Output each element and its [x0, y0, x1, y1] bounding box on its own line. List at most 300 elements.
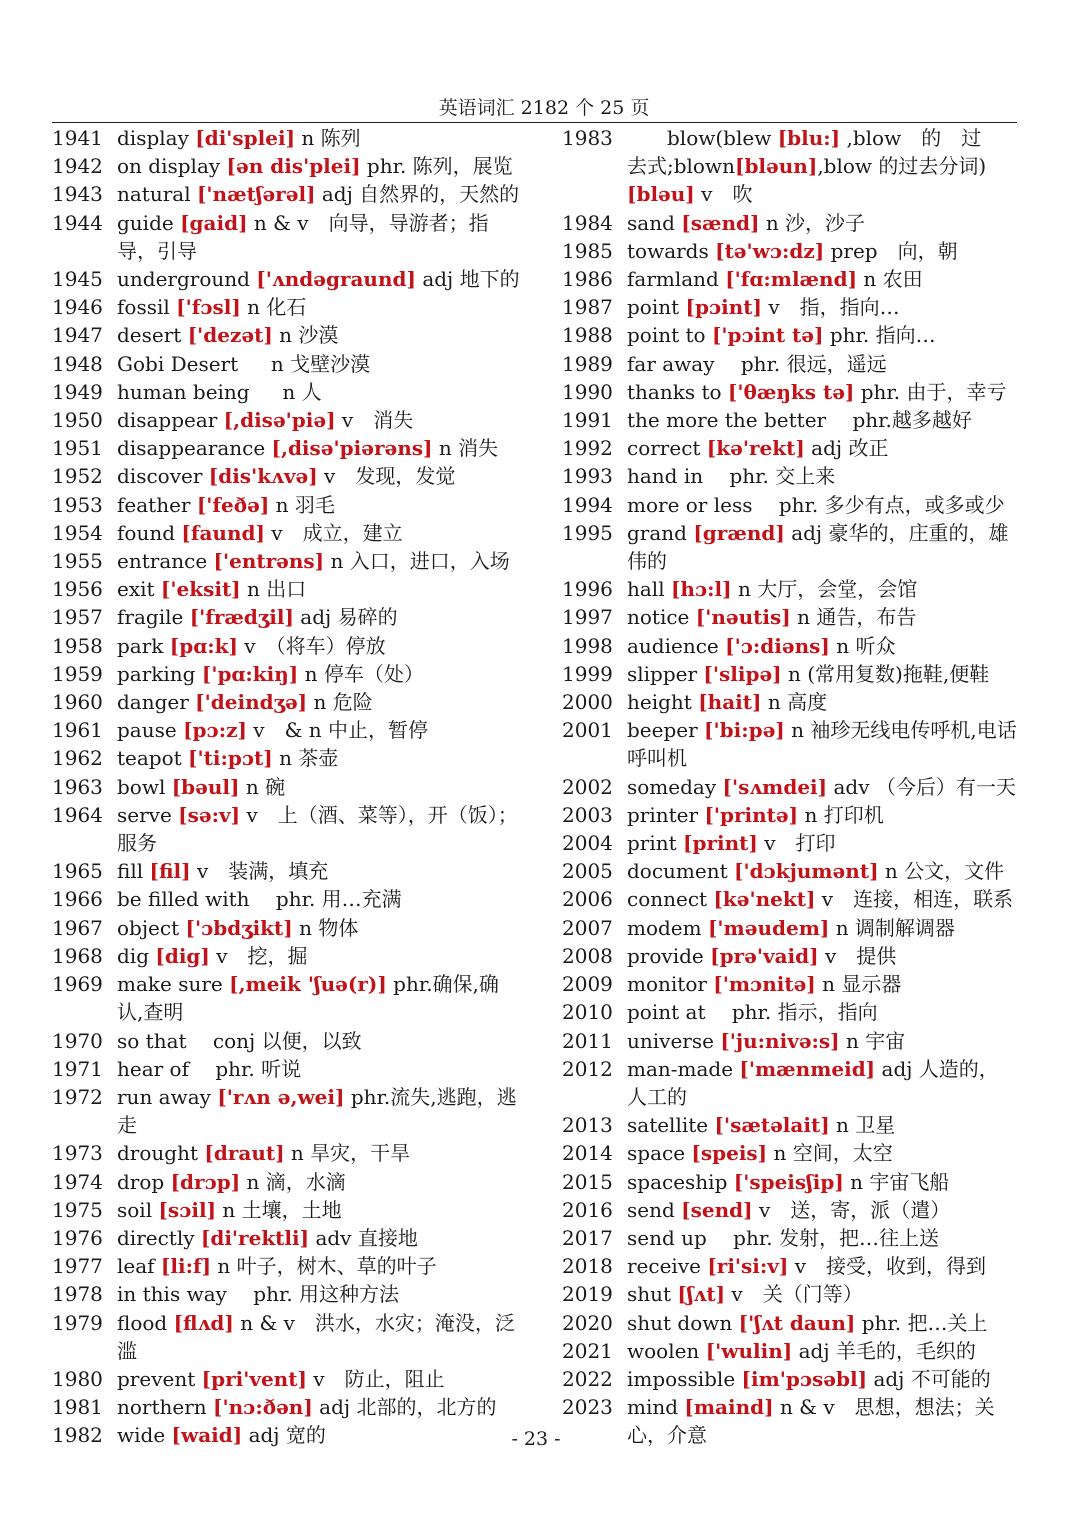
entry-definition: adj 北部的，北方的	[319, 1395, 497, 1420]
entry-number: 1988	[562, 323, 613, 348]
entry-word: point	[627, 295, 680, 320]
entry-word: Gobi Desert	[117, 351, 239, 376]
entry-definition: phr. 指向…	[829, 323, 936, 348]
entry-word: feather	[117, 492, 191, 517]
entry-phonetic: ['slipə]	[703, 661, 782, 686]
entry-number: 1950	[52, 408, 103, 433]
entry-phonetic: [grænd]	[693, 520, 785, 545]
entry-definition: phr. 由于，幸亏	[860, 379, 1007, 404]
entry-phonetic: ['printə]	[704, 802, 799, 827]
entry-definition: n 通告，布告	[797, 605, 917, 630]
vocab-entry	[562, 998, 1018, 1026]
entry-number: 1953	[52, 492, 103, 517]
entry-definition: n 旱灾，干旱	[290, 1141, 411, 1166]
entry-definition: v 吹	[701, 182, 753, 207]
entry-number: 1983	[562, 126, 613, 150]
entry-definition: adj 不可能的	[873, 1366, 991, 1391]
entry-word: monitor	[627, 972, 707, 997]
entry-definition: phr.确保,确认,查明	[117, 972, 499, 1025]
entry-number: 2014	[562, 1141, 613, 1166]
right-column	[562, 124, 1018, 1450]
entry-word: found	[117, 520, 176, 545]
entry-phonetic: [blu:]	[777, 126, 841, 150]
entry-phonetic: ['frædʒil]	[189, 605, 294, 630]
entry-phonetic: [hɔ:l]	[670, 577, 732, 602]
entry-number: 1958	[52, 633, 103, 658]
vocab-entry	[562, 406, 1018, 434]
entry-number: 1999	[562, 661, 613, 686]
entry-definition: ,blow 的 过 去式;blown	[627, 126, 1002, 179]
vocab-entry	[562, 265, 1018, 293]
vocab-entry	[562, 1365, 1018, 1393]
vocab-entry	[52, 1393, 522, 1421]
entry-definition: adj 羊毛的，毛织的	[798, 1338, 976, 1363]
entry-phonetic: [kə'rekt]	[706, 436, 805, 461]
entry-definition: n 停车（处）	[304, 661, 424, 686]
entry-definition: phr. 听说	[195, 1056, 302, 1081]
entry-definition: adj 豪华的，庄重的，雄伟的	[627, 520, 1009, 574]
entry-definition: n 入口，进口，入场	[330, 549, 510, 574]
entry-word: object	[117, 915, 180, 940]
entry-definition: phr. 交上来	[709, 464, 836, 489]
entry-word: document	[627, 859, 728, 884]
entry-number: 1975	[52, 1197, 103, 1222]
entry-phonetic: ['ɔbdʒikt]	[185, 915, 293, 940]
vocab-entry	[52, 603, 522, 631]
entry-word: fragile	[117, 605, 184, 630]
entry-number: 1991	[562, 408, 613, 433]
entry-number: 1942	[52, 154, 103, 179]
vocab-entry	[52, 575, 522, 603]
entry-word: spaceship	[627, 1169, 728, 1194]
entry-phonetic: ['sʌmdei]	[722, 774, 828, 799]
entry-definition: n 物体	[299, 915, 359, 940]
entry-definition: n & v 向导，导游者；指导，引导	[117, 210, 489, 263]
vocab-entry	[52, 1309, 522, 1365]
entry-number: 1971	[52, 1056, 103, 1081]
entry-phonetic: ['entrəns]	[213, 549, 325, 574]
entry-definition: phr. 陈列，展览	[366, 154, 513, 179]
vocab-entry	[52, 265, 522, 293]
entry-number: 1978	[52, 1282, 103, 1307]
vocab-entry	[562, 632, 1018, 660]
entry-word: serve	[117, 802, 172, 827]
vocab-entry	[52, 885, 522, 913]
entry-phonetic: ['ju:nivə:s]	[720, 1028, 840, 1053]
entry-definition: adv （今后）有一天	[833, 774, 1016, 799]
entry-word: dig	[117, 943, 150, 968]
entry-word: underground	[117, 267, 250, 292]
entry-word: fossil	[117, 295, 170, 320]
vocab-entry	[562, 491, 1018, 519]
entry-definition: v 上（酒、菜等），开（饭）；服务	[117, 802, 518, 856]
entry-number: 2007	[562, 915, 613, 940]
entry-number: 1943	[52, 182, 103, 207]
entry-number: 1944	[52, 210, 103, 235]
entry-definition: n 袖珍无线电传呼机,电话呼叫机	[627, 718, 1017, 771]
entry-number: 1986	[562, 267, 613, 292]
entry-phonetic: [speis]	[691, 1141, 768, 1166]
entry-number: 1987	[562, 295, 613, 320]
entry-definition: n 显示器	[822, 972, 902, 997]
entry-word: universe	[627, 1028, 714, 1053]
entry-number: 1970	[52, 1028, 103, 1053]
entry-phonetic: ['ti:pɔt]	[188, 746, 273, 771]
entry-number: 2002	[562, 774, 613, 799]
entry-definition: adv 直接地	[315, 1225, 418, 1250]
entry-phonetic: [sə:v]	[178, 802, 241, 827]
entry-word: receive	[627, 1254, 701, 1279]
entry-word: space	[627, 1141, 686, 1166]
entry-phonetic: [sænd]	[681, 210, 760, 235]
vocab-entry	[52, 970, 522, 1026]
entry-word: make sure	[117, 972, 223, 997]
entry-definition: v （将车）停放	[244, 633, 386, 658]
entry-number: 1962	[52, 746, 103, 771]
entry-word: disappear	[117, 408, 218, 433]
vocab-entry	[52, 1196, 522, 1224]
entry-word: send up	[627, 1225, 707, 1250]
entry-word: desert	[117, 323, 182, 348]
entry-number: 1948	[52, 351, 103, 376]
vocab-entry	[52, 519, 522, 547]
entry-definition: v 装满，填充	[196, 859, 329, 884]
entry-number: 1952	[52, 464, 103, 489]
entry-phonetic: ['mɔnitə]	[713, 972, 816, 997]
entry-phonetic: [bləun]	[734, 154, 818, 179]
vocab-entry	[52, 914, 522, 942]
vocab-entry	[562, 885, 1018, 913]
entry-number: 2015	[562, 1169, 613, 1194]
entry-word: guide	[117, 210, 174, 235]
vocab-entry	[52, 1139, 522, 1167]
vocab-entry	[52, 801, 522, 857]
vocab-entry	[52, 716, 522, 744]
entry-definition: conj 以便，以致	[192, 1028, 362, 1053]
entry-number: 2019	[562, 1282, 613, 1307]
entry-number: 2008	[562, 943, 613, 968]
entry-definition: v 送，寄，派（遣）	[758, 1197, 951, 1222]
vocab-entry	[562, 716, 1018, 772]
entry-number: 1946	[52, 295, 103, 320]
entry-number: 1968	[52, 943, 103, 968]
entry-definition: n 陈列	[301, 126, 361, 150]
entry-number: 1967	[52, 915, 103, 940]
entry-phonetic: ['dezət]	[187, 323, 273, 348]
entry-word: pause	[117, 718, 177, 743]
vocab-entry	[562, 519, 1018, 575]
entry-number: 1951	[52, 436, 103, 461]
vocab-entry	[52, 462, 522, 490]
entry-phonetic: ['deindʒə]	[195, 690, 308, 715]
entry-word: leaf	[117, 1254, 155, 1279]
vocab-entry	[52, 1224, 522, 1252]
entry-word: disappearance	[117, 436, 266, 461]
entry-word: height	[627, 690, 692, 715]
entry-number: 2006	[562, 887, 613, 912]
entry-word: satellite	[627, 1113, 709, 1138]
entry-number: 1961	[52, 718, 103, 743]
entry-number: 2000	[562, 690, 613, 715]
vocab-entry	[562, 1280, 1018, 1308]
entry-phonetic: ['ɔ:diəns]	[725, 633, 830, 658]
entry-number: 2003	[562, 802, 613, 827]
entry-number: 1982	[52, 1423, 103, 1448]
entry-number: 1977	[52, 1254, 103, 1279]
entry-number: 1969	[52, 972, 103, 997]
vocab-entry	[52, 857, 522, 885]
entry-definition: ,blow 的过去分词)	[817, 154, 987, 179]
entry-definition: n 高度	[767, 690, 828, 715]
entry-word: farmland	[627, 267, 719, 292]
entry-phonetic: [di'splei]	[195, 126, 296, 150]
entry-word: drought	[117, 1141, 199, 1166]
entry-definition: n 危险	[313, 690, 373, 715]
entry-word: sand	[627, 210, 675, 235]
entry-number: 2001	[562, 718, 613, 743]
entry-phonetic: [dis'kʌvə]	[208, 464, 318, 489]
vocab-entry	[52, 942, 522, 970]
entry-phonetic: [prə'vaid]	[710, 943, 819, 968]
entry-definition: adj 自然界的，天然的	[321, 182, 520, 207]
entry-definition: n 宇宙飞船	[850, 1169, 950, 1194]
entry-definition: v & n 中止，暂停	[253, 718, 428, 743]
entry-number: 2022	[562, 1366, 613, 1391]
entry-word: modem	[627, 915, 702, 940]
entry-word: printer	[627, 802, 699, 827]
entry-definition: v 打印	[764, 831, 836, 856]
entry-word: print	[627, 831, 677, 856]
entry-phonetic: ['nɔ:ðən]	[213, 1395, 313, 1420]
entry-phonetic: ['eksit]	[160, 577, 241, 602]
entry-phonetic: ['nætʃərəl]	[196, 182, 316, 207]
entry-number: 1989	[562, 351, 613, 376]
entry-definition: phr. 用…充满	[255, 887, 402, 912]
entry-phonetic: [pri'vent]	[201, 1366, 307, 1391]
entry-number: 2004	[562, 831, 613, 856]
entry-number: 1997	[562, 605, 613, 630]
vocab-entry	[52, 491, 522, 519]
entry-number: 1981	[52, 1395, 103, 1420]
entry-number: 1995	[562, 520, 613, 545]
vocab-entry	[562, 1337, 1018, 1365]
entry-phonetic: ['feðə]	[196, 492, 270, 517]
entry-definition: n 化石	[247, 295, 307, 320]
entry-number: 1947	[52, 323, 103, 348]
vocab-entry	[562, 237, 1018, 265]
entry-phonetic: [maind]	[684, 1395, 774, 1420]
vocab-entry	[562, 462, 1018, 490]
vocab-entry	[52, 773, 522, 801]
entry-phonetic: [sɔil]	[158, 1197, 217, 1222]
entry-number: 1996	[562, 577, 613, 602]
vocab-entry	[562, 1252, 1018, 1280]
entry-number: 2018	[562, 1254, 613, 1279]
entry-definition: n (常用复数)拖鞋,便鞋	[788, 661, 990, 686]
entry-phonetic: [,disə'piə]	[223, 408, 336, 433]
entry-word: the more the better	[627, 408, 827, 433]
entry-number: 2010	[562, 1000, 613, 1025]
entry-phonetic: [ʃʌt]	[677, 1282, 726, 1307]
entry-number: 1979	[52, 1310, 103, 1335]
entry-word: thanks to	[627, 379, 722, 404]
entry-phonetic: ['bi:pə]	[704, 718, 785, 743]
entry-number: 2011	[562, 1028, 613, 1053]
vocab-entry	[562, 350, 1018, 378]
vocab-entry	[52, 180, 522, 208]
vocab-entry	[52, 321, 522, 349]
vocab-entry	[562, 321, 1018, 349]
entry-number: 1955	[52, 549, 103, 574]
entry-word: blow(blew	[627, 126, 772, 150]
entry-number: 1949	[52, 379, 103, 404]
entry-phonetic: ['pɑ:kiŋ]	[201, 661, 299, 686]
entry-phonetic: [flʌd]	[173, 1310, 234, 1335]
entry-number: 1980	[52, 1366, 103, 1391]
entry-word: parking	[117, 661, 196, 686]
entry-word: park	[117, 633, 164, 658]
entry-word: run away	[117, 1084, 211, 1109]
entry-definition: prep 向，朝	[830, 238, 958, 263]
entry-number: 1945	[52, 267, 103, 292]
entry-definition: n 沙，沙子	[765, 210, 866, 235]
entry-phonetic: [tə'wɔ:dz]	[715, 238, 825, 263]
entry-number: 1959	[52, 661, 103, 686]
entry-definition: n 空间，太空	[773, 1141, 893, 1166]
vocab-entry	[562, 773, 1018, 801]
vocab-entry	[562, 1027, 1018, 1055]
vocab-entry	[562, 688, 1018, 716]
entry-definition: n 农田	[863, 267, 923, 292]
entry-definition: v 关（门等）	[731, 1282, 863, 1307]
vocab-entry	[562, 378, 1018, 406]
entry-number: 1974	[52, 1169, 103, 1194]
entry-phonetic: ['məudem]	[707, 915, 830, 940]
entry-phonetic: [di'rektli]	[200, 1225, 310, 1250]
entry-definition: phr.越多越好	[832, 408, 972, 433]
entry-definition: phr. 多少有点，或多或少	[758, 492, 1005, 517]
entry-phonetic: [waid]	[171, 1423, 243, 1448]
vocab-entry	[562, 801, 1018, 829]
entry-definition: phr. 指示，指向	[711, 1000, 878, 1025]
entry-phonetic: [print]	[683, 831, 758, 856]
entry-word: directly	[117, 1225, 195, 1250]
vocab-entry	[52, 660, 522, 688]
entry-definition: n 消失	[438, 436, 499, 461]
entry-definition: n 羽毛	[275, 492, 335, 517]
entry-definition: v 消失	[341, 408, 414, 433]
entry-definition: v 接受，收到，得到	[794, 1254, 987, 1279]
entry-word: shut	[627, 1282, 672, 1307]
entry-word: flood	[117, 1310, 168, 1335]
entry-definition: n 宇宙	[846, 1028, 906, 1053]
entry-word: exit	[117, 577, 155, 602]
vocab-entry	[52, 1365, 522, 1393]
entry-word: danger	[117, 690, 189, 715]
entry-definition: n 打印机	[804, 802, 884, 827]
entry-number: 1956	[52, 577, 103, 602]
entry-number: 1993	[562, 464, 613, 489]
entry-definition: n 出口	[247, 577, 307, 602]
entry-number: 2023	[562, 1395, 613, 1420]
vocab-entry	[562, 293, 1018, 321]
entry-definition: phr.流失,逃跑，逃走	[117, 1084, 517, 1138]
entry-phonetic: [fil]	[149, 859, 191, 884]
page-number: - 23 -	[511, 1428, 561, 1450]
entry-definition: v 连接，相连，联系	[821, 887, 1014, 912]
entry-definition: v 指，指向…	[768, 295, 900, 320]
vocab-entry	[562, 660, 1018, 688]
entry-definition: n 沙漠	[279, 323, 339, 348]
vocab-entry	[562, 603, 1018, 631]
entry-number: 2017	[562, 1225, 613, 1250]
page-header-title: 英语词汇 2182 个 25 页	[438, 97, 650, 119]
vocab-entry	[562, 1224, 1018, 1252]
entry-number: 1994	[562, 492, 613, 517]
entry-phonetic: ['fɔsl]	[176, 295, 241, 320]
entry-word: hear of	[117, 1056, 190, 1081]
entry-number: 1984	[562, 210, 613, 235]
entry-phonetic: [dig]	[155, 943, 210, 968]
entry-number: 1985	[562, 238, 613, 263]
entry-number: 2009	[562, 972, 613, 997]
entry-word: impossible	[627, 1366, 736, 1391]
entry-phonetic: [bəul]	[171, 774, 240, 799]
vocab-entry	[562, 914, 1018, 942]
entry-word: wide	[117, 1423, 166, 1448]
vocab-entry	[52, 406, 522, 434]
entry-word: so that	[117, 1028, 187, 1053]
entry-phonetic: [pɑ:k]	[169, 633, 238, 658]
entry-phonetic: ['rʌn ə,wei]	[217, 1084, 345, 1109]
entry-phonetic: ['wulin]	[705, 1338, 793, 1363]
entry-phonetic: [,disə'piərəns]	[271, 436, 433, 461]
vocab-entry	[52, 209, 522, 265]
entry-word: be filled with	[117, 887, 250, 912]
entry-definition: n 茶壶	[279, 746, 339, 771]
entry-number: 1966	[52, 887, 103, 912]
entry-number: 1957	[52, 605, 103, 630]
entry-phonetic: [pɔ:z]	[183, 718, 247, 743]
entry-phonetic: ['nəutis]	[695, 605, 791, 630]
entry-phonetic: ['ʃʌt daun]	[738, 1310, 856, 1335]
vocab-entry	[52, 1168, 522, 1196]
vocab-entry	[52, 1055, 522, 1083]
entry-word: far away	[627, 351, 715, 376]
entry-word: bowl	[117, 774, 166, 799]
vocab-entry	[562, 1111, 1018, 1139]
entry-phonetic: [kə'nekt]	[713, 887, 816, 912]
entry-definition: n 听众	[836, 633, 896, 658]
entry-definition: n 大厅，会堂，会馆	[737, 577, 918, 602]
entry-word: soil	[117, 1197, 153, 1222]
entry-phonetic: [,meik 'ʃuə(r)]	[229, 972, 387, 997]
entry-word: notice	[627, 605, 690, 630]
entry-word: towards	[627, 238, 709, 263]
vocab-entry	[52, 378, 522, 406]
entry-number: 1965	[52, 859, 103, 884]
entry-number: 2020	[562, 1310, 613, 1335]
vocab-entry	[52, 632, 522, 660]
vocab-entry	[52, 293, 522, 321]
entry-number: 1963	[52, 774, 103, 799]
vocab-entry	[562, 970, 1018, 998]
entry-number: 1964	[52, 802, 103, 827]
entry-definition: v 成立，建立	[271, 520, 403, 545]
entry-word: display	[117, 126, 189, 150]
entry-number: 2016	[562, 1197, 613, 1222]
vocab-entry	[562, 124, 1018, 209]
